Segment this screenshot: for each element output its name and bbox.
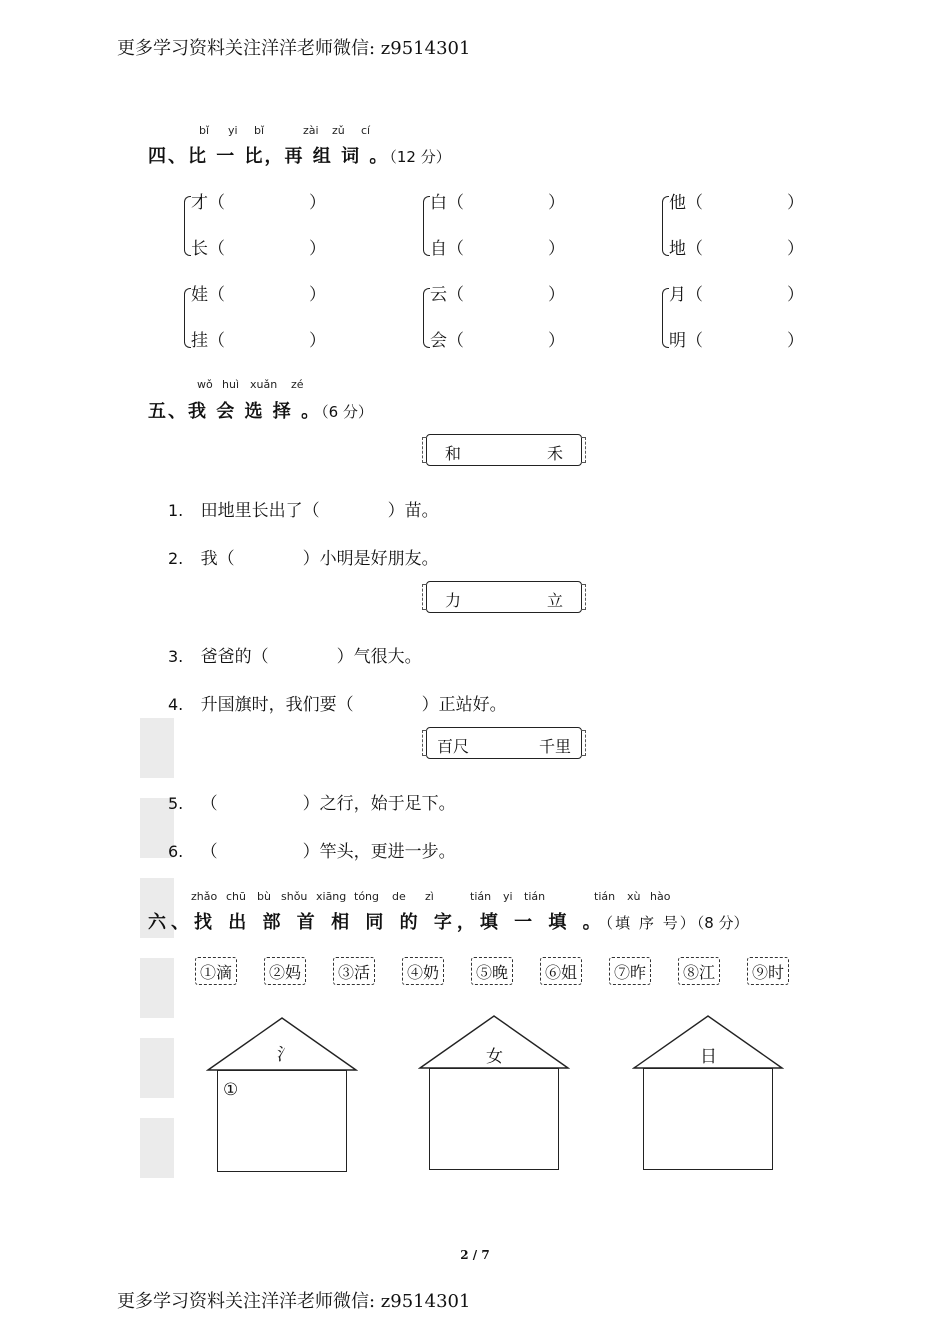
pair-close: ） — [787, 331, 804, 351]
question-number: 6. — [168, 842, 184, 861]
pair-close: ） — [787, 285, 804, 305]
s6-pinyin-4: shǒu — [281, 890, 308, 903]
question-5 — [168, 789, 456, 814]
brace — [184, 196, 191, 256]
s6-pinyin-7: de — [392, 890, 406, 903]
pair-close: ） — [787, 193, 804, 213]
pair-item: 挂（ — [191, 331, 225, 351]
choice-word: 和 — [445, 444, 462, 463]
choice-word: 立 — [546, 591, 563, 610]
char-chip-9: ⑨时 — [747, 957, 789, 985]
s6-pinyin-6: tóng — [354, 890, 379, 903]
question-1 — [168, 496, 439, 521]
pair-close: ） — [309, 193, 326, 213]
pair-close: ） — [787, 239, 804, 259]
s4-pinyin-4: zài — [303, 124, 319, 137]
choice-box-2 — [426, 581, 582, 613]
pair-item: 自（ — [430, 239, 464, 259]
s6-pinyin-5: xiāng — [316, 890, 347, 903]
section5-title — [148, 397, 373, 423]
brace — [662, 288, 669, 348]
choice-word: 力 — [445, 591, 462, 610]
pair-item: 明（ — [669, 331, 703, 351]
question-text: 升国旗时，我们要（ ）正站好。 — [200, 695, 507, 715]
question-text: （ ）之行，始于足下。 — [200, 794, 456, 814]
section4-score: （12 分） — [389, 148, 451, 166]
s6-pinyin-13: xù — [627, 890, 641, 903]
question-2 — [168, 544, 439, 569]
pair-item: 云（ — [430, 285, 464, 305]
char-chip-6: ⑥姐 — [540, 957, 582, 985]
pair-item: 会（ — [430, 331, 464, 351]
page-footer: 更多学习资料关注洋洋老师微信: z9514301 — [117, 1291, 471, 1312]
section6-title — [148, 908, 749, 934]
page-number: 2 / 7 — [460, 1248, 490, 1262]
question-6 — [168, 837, 456, 862]
section4-title-text: 四、比 一 比，再 组 词 。 — [148, 146, 390, 167]
question-4 — [168, 690, 507, 715]
char-chip-4: ④奶 — [402, 957, 444, 985]
question-text: 爸爸的（ ）气很大。 — [200, 647, 422, 667]
pair-close: ） — [309, 331, 326, 351]
house-label-3: 日 — [700, 1047, 717, 1067]
watermark-strip — [140, 718, 174, 1178]
s6-pinyin-11: tián — [524, 890, 546, 903]
house-label-1: 氵 — [277, 1045, 294, 1065]
char-chip-8: ⑧江 — [678, 957, 720, 985]
s6-pinyin-1: zhǎo — [191, 890, 218, 903]
pair-close: ） — [548, 239, 565, 259]
brace — [662, 196, 669, 256]
question-number: 4. — [168, 695, 184, 714]
section6-score: （8 分） — [696, 914, 749, 932]
s5-pinyin-3: xuǎn — [250, 378, 278, 391]
question-number: 1. — [168, 501, 184, 520]
s4-pinyin-3: bǐ — [254, 124, 265, 137]
pair-close: ） — [548, 193, 565, 213]
page-header: 更多学习资料关注洋洋老师微信: z9514301 — [117, 38, 471, 59]
pair-close: ） — [309, 239, 326, 259]
house-answer-1: ① — [223, 1080, 239, 1100]
section5-score: （6 分） — [321, 403, 373, 421]
choice-word: 禾 — [546, 444, 563, 463]
pair-item: 长（ — [191, 239, 225, 259]
house-body-2 — [429, 1068, 559, 1170]
char-chip-2: ②妈 — [264, 957, 306, 985]
question-text: 田地里长出了（ ）苗。 — [200, 501, 439, 521]
section6-title-text: 六、找 出 部 首 相 同 的 字，填 一 填 。 — [148, 912, 606, 933]
question-3 — [168, 642, 422, 667]
s4-pinyin-6: cí — [361, 124, 371, 137]
s5-pinyin-2: huì — [222, 378, 239, 391]
pair-item: 地（ — [669, 239, 703, 259]
s4-pinyin-2: yi — [228, 124, 238, 137]
char-chip-1: ①滴 — [195, 957, 237, 985]
s6-pinyin-8: zì — [425, 890, 434, 903]
pair-item: 白（ — [430, 193, 464, 213]
choice-word: 千里 — [538, 737, 571, 756]
s5-pinyin-4: zé — [291, 378, 304, 391]
brace — [423, 196, 430, 256]
section5-title-text: 五、我 会 选 择 。 — [148, 401, 322, 422]
s6-pinyin-10: yi — [503, 890, 513, 903]
pair-item: 才（ — [191, 193, 225, 213]
pair-close: ） — [548, 331, 565, 351]
question-number: 5. — [168, 794, 184, 813]
s6-pinyin-3: bù — [257, 890, 271, 903]
question-number: 3. — [168, 647, 184, 666]
section4-title — [148, 142, 451, 168]
choice-box-1 — [426, 434, 582, 466]
choice-box-3 — [426, 727, 582, 759]
s6-pinyin-9: tián — [470, 890, 492, 903]
pair-close: ） — [548, 285, 565, 305]
pair-close: ） — [309, 285, 326, 305]
s5-pinyin-1: wǒ — [197, 378, 213, 391]
choice-word: 百尺 — [437, 737, 470, 756]
s4-pinyin-1: bǐ — [199, 124, 210, 137]
char-chip-3: ③活 — [333, 957, 375, 985]
char-chip-7: ⑦昨 — [609, 957, 651, 985]
pair-item: 他（ — [669, 193, 703, 213]
section6-instruction: （填 序 号） — [605, 914, 697, 932]
s6-pinyin-14: hào — [650, 890, 671, 903]
question-text: （ ）竿头，更进一步。 — [200, 842, 456, 862]
s4-pinyin-5: zǔ — [332, 124, 345, 137]
brace — [184, 288, 191, 348]
house-body-3 — [643, 1068, 773, 1170]
pair-item: 月（ — [669, 285, 703, 305]
question-text: 我（ ）小明是好朋友。 — [200, 549, 439, 569]
s6-pinyin-12: tián — [594, 890, 616, 903]
house-label-2: 女 — [486, 1047, 503, 1067]
s6-pinyin-2: chū — [226, 890, 246, 903]
pair-item: 娃（ — [191, 285, 225, 305]
brace — [423, 288, 430, 348]
question-number: 2. — [168, 549, 184, 568]
char-chip-5: ⑤晚 — [471, 957, 513, 985]
